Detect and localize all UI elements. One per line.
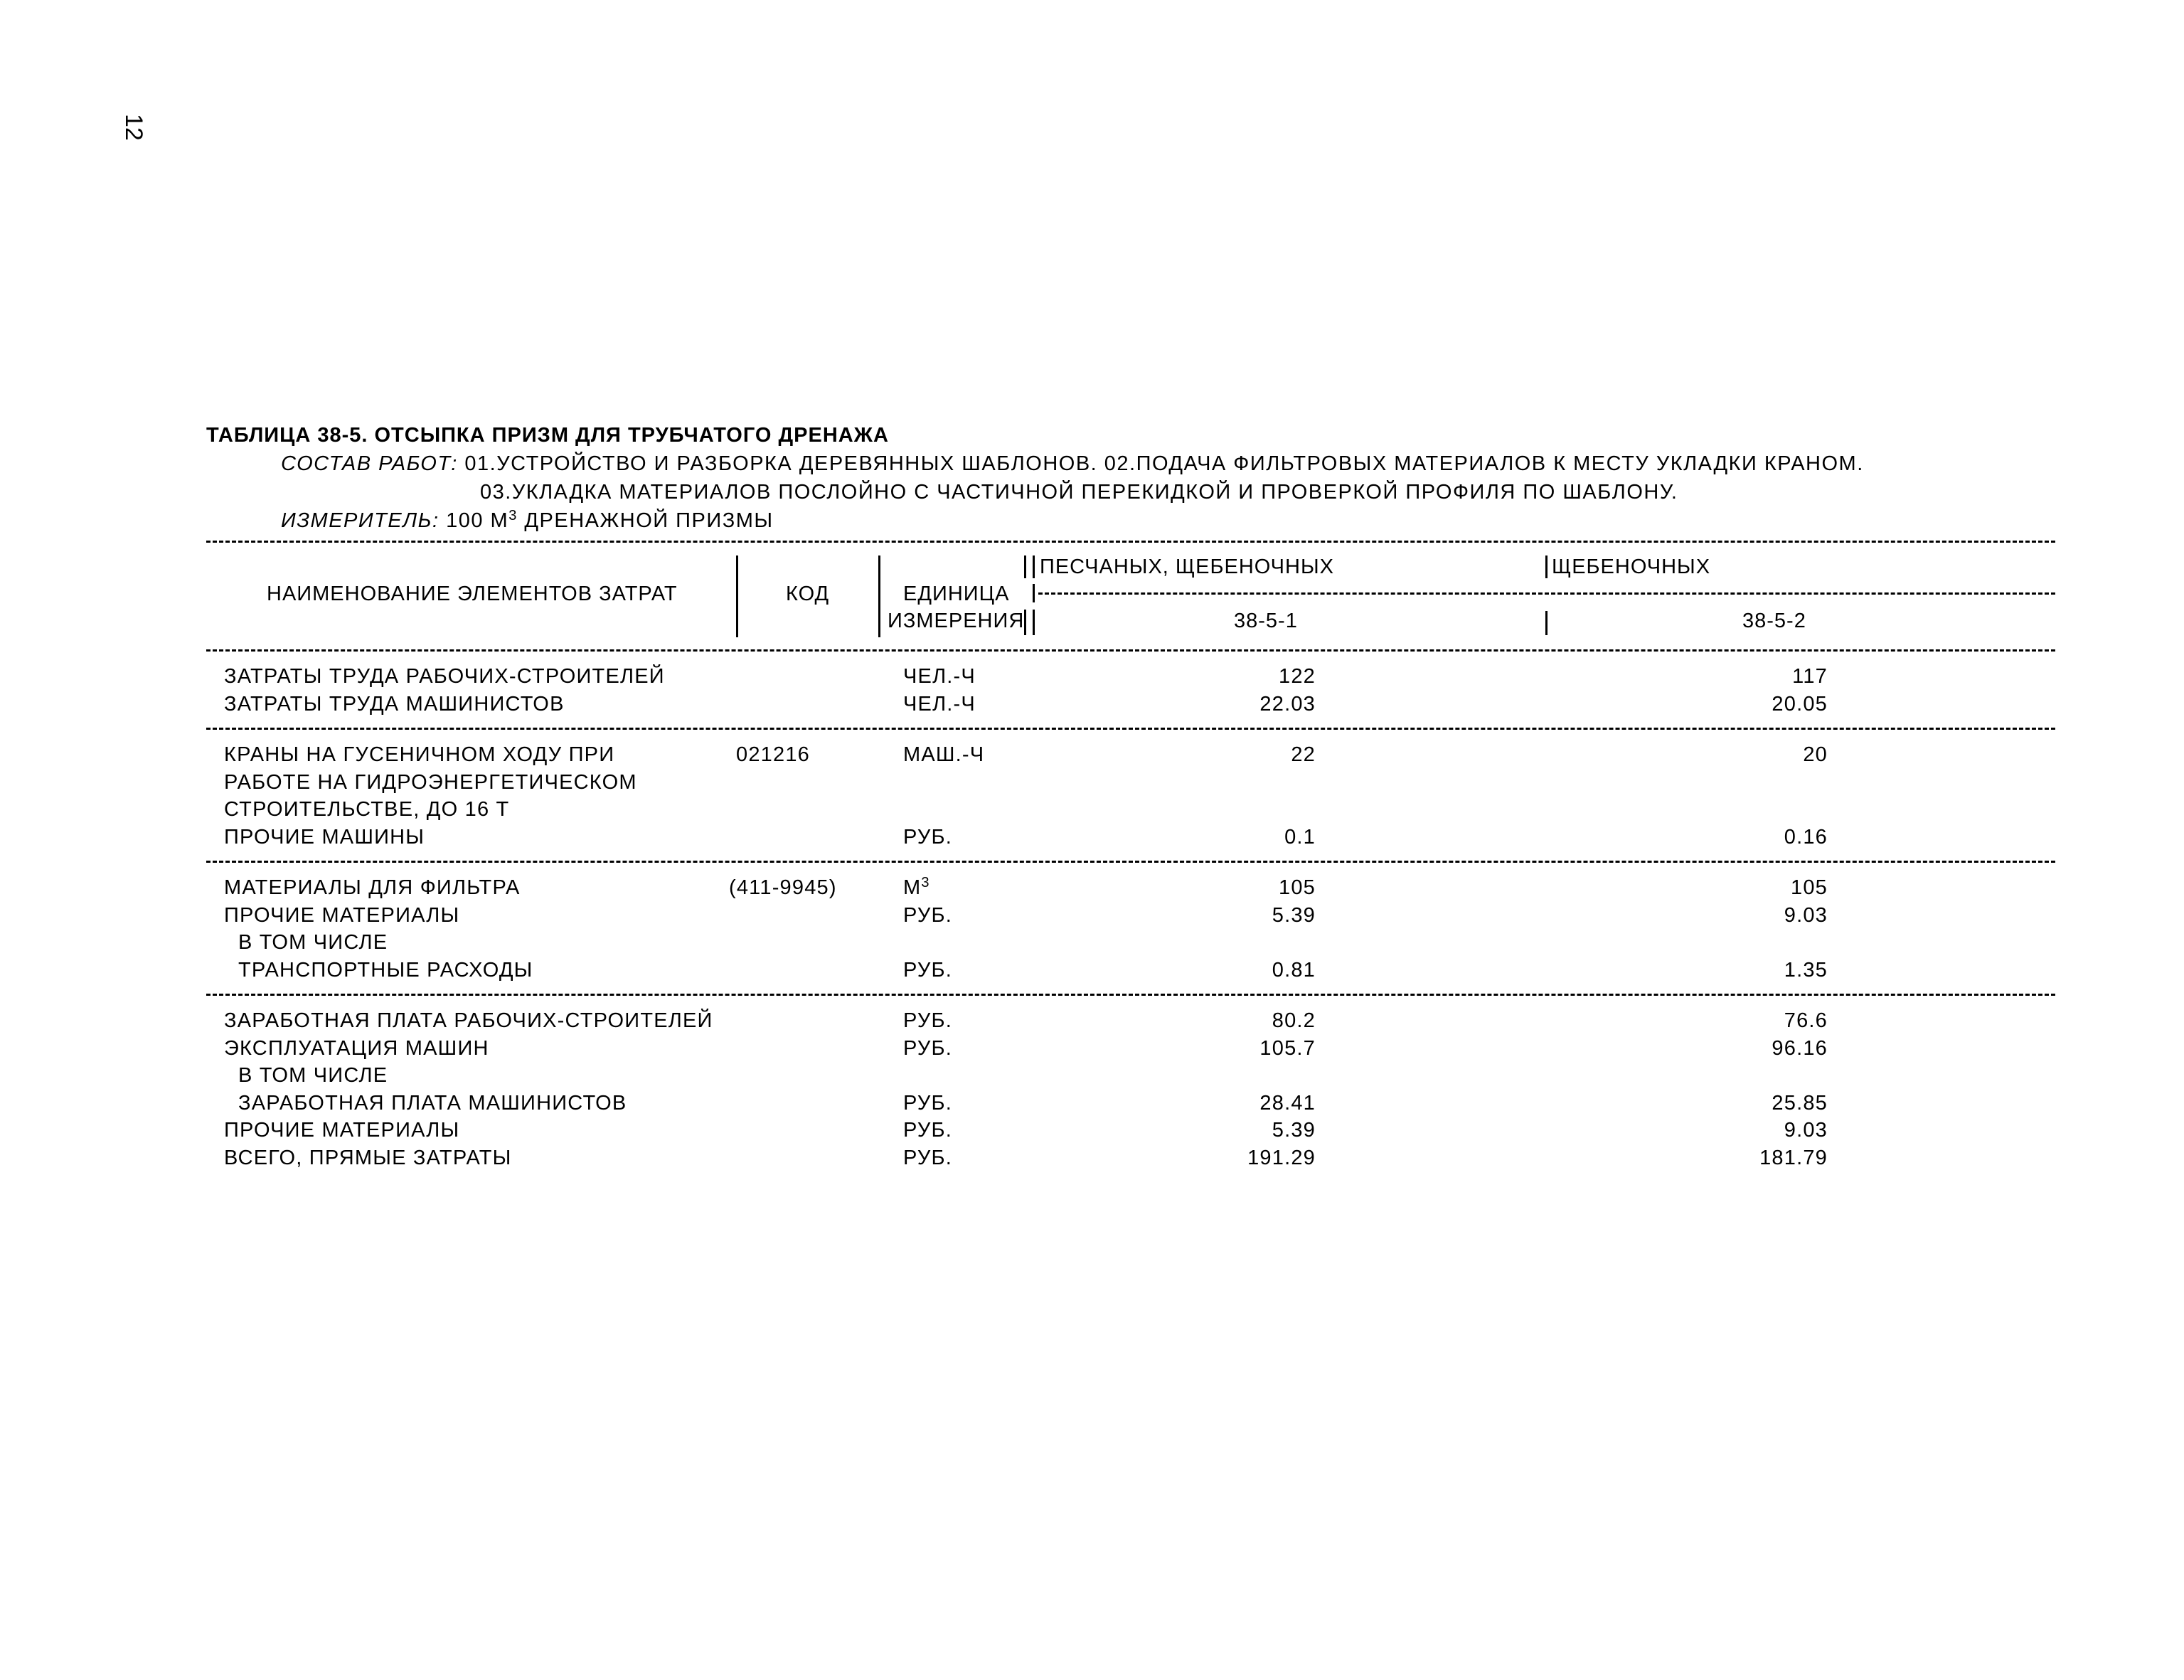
row-unit: ЧЕЛ.-Ч (903, 692, 976, 716)
row-unit: $М^3$ (903, 875, 930, 899)
header-divider (1024, 610, 1026, 635)
row-value-38-5-1: 0.81 (1272, 958, 1316, 982)
table-row-continuation (206, 769, 2055, 797)
row-unit: РУБ. (903, 903, 953, 927)
row-unit: РУБ. (903, 825, 953, 849)
row-group-labor (206, 652, 2055, 728)
row-name: ВСЕГО, ПРЯМЫЕ ЗАТРАТЫ (224, 1146, 512, 1169)
row-value-38-5-2: 0.16 (1784, 825, 1828, 849)
row-value-38-5-2: 117 (1792, 665, 1828, 688)
table-row (206, 929, 2055, 957)
work-composition-text-2: 03.УКЛАДКА МАТЕРИАЛОВ ПОСЛОЙНО С ЧАСТИЧНОЙ ПЕРЕКИДКОЙ И ПРОВЕРКОЙ ПРОФИЛЯ ПО ШАБЛОНУ. (480, 481, 1678, 504)
header-col2-code: 38-5-2 (1742, 610, 1806, 632)
row-value-38-5-1: 0.1 (1284, 825, 1316, 849)
row-value-38-5-2: 76.6 (1784, 1009, 1828, 1032)
work-composition-line-1 (206, 450, 2055, 478)
table-row (206, 741, 2055, 769)
row-name: ЗАРАБОТНАЯ ПЛАТА МАШИНИСТОВ (238, 1091, 627, 1115)
row-unit: РУБ. (903, 1146, 953, 1169)
row-group-machines (206, 730, 2055, 861)
header-unit-line1: ЕДИНИЦА (903, 583, 1010, 605)
row-name: В ТОМ ЧИСЛЕ (238, 1064, 388, 1087)
row-value-38-5-2: 1.35 (1784, 958, 1828, 982)
header-col2-group: ЩЕБЕНОЧНЫХ (1552, 555, 1711, 578)
row-name: ЗАРАБОТНАЯ ПЛАТА РАБОЧИХ-СТРОИТЕЛЕЙ (224, 1009, 713, 1032)
row-group-totals (206, 996, 2055, 1181)
document-body (206, 421, 2055, 1181)
row-name: СТРОИТЕЛЬСТВЕ, ДО 16 Т (224, 798, 510, 821)
row-value-38-5-1: 105.7 (1259, 1036, 1316, 1060)
row-name: ЭКСПЛУАТАЦИЯ МАШИН (224, 1036, 489, 1060)
row-value-38-5-2: 20 (1803, 743, 1828, 766)
row-value-38-5-1: 105 (1279, 876, 1316, 899)
row-name: ЗАТРАТЫ ТРУДА РАБОЧИХ-СТРОИТЕЛЕЙ (224, 665, 665, 688)
table-row-continuation (206, 796, 2055, 824)
row-value-38-5-2: 96.16 (1772, 1036, 1828, 1060)
row-value-38-5-1: 28.41 (1259, 1091, 1316, 1115)
table-row (206, 1090, 2055, 1117)
row-name: ЗАТРАТЫ ТРУДА МАШИНИСТОВ (224, 692, 565, 716)
table-row (206, 957, 2055, 984)
page-number: 12 (120, 114, 147, 141)
header-col1-group: ПЕСЧАНЫХ, ЩЕБЕНОЧНЫХ (1040, 555, 1334, 578)
work-composition-label: СОСТАВ РАБОТ: (281, 452, 458, 475)
row-unit: ЧЕЛ.-Ч (903, 665, 976, 688)
table-row (206, 691, 2055, 718)
table-row-total (206, 1144, 2055, 1172)
row-value-38-5-2: 105 (1791, 876, 1828, 899)
row-unit: РУБ. (903, 1036, 953, 1060)
table-header (206, 543, 2055, 649)
table-row (206, 1007, 2055, 1035)
header-code: КОД (786, 583, 830, 605)
measure-line (206, 506, 2055, 535)
work-composition-text-1: 01.УСТРОЙСТВО И РАЗБОРКА ДЕРЕВЯННЫХ ШАБЛОНОВ. 02.ПОДАЧА ФИЛЬТРОВЫХ МАТЕРИАЛОВ К МЕСТУ УКЛАДКИ КРАНОМ. (464, 452, 1864, 475)
row-value-38-5-2: 20.05 (1772, 692, 1828, 716)
row-name: ТРАНСПОРТНЫЕ РАСХОДЫ (238, 958, 533, 982)
row-value-38-5-2: 181.79 (1759, 1146, 1828, 1169)
table-row (206, 663, 2055, 691)
table-row (206, 902, 2055, 930)
row-value-38-5-1: 122 (1279, 665, 1316, 688)
row-name: ПРОЧИЕ МАШИНЫ (224, 825, 425, 849)
row-group-materials (206, 863, 2055, 994)
header-divider (1033, 610, 1035, 635)
header-divider (1024, 555, 1026, 578)
table-row (206, 824, 2055, 851)
header-subrule (1038, 592, 2055, 595)
row-name: МАТЕРИАЛЫ ДЛЯ ФИЛЬТРА (224, 876, 521, 899)
table-row (206, 1117, 2055, 1144)
row-unit: РУБ. (903, 1119, 953, 1142)
row-value-38-5-1: 5.39 (1272, 1119, 1316, 1142)
header-divider (878, 555, 880, 637)
row-name: ПРОЧИЕ МАТЕРИАЛЫ (224, 903, 460, 927)
row-value-38-5-2: 9.03 (1784, 903, 1828, 927)
row-name: КРАНЫ НА ГУСЕНИЧНОМ ХОДУ ПРИ (224, 743, 615, 766)
row-value-38-5-2: 9.03 (1784, 1119, 1828, 1142)
header-col1-code: 38-5-1 (1234, 610, 1298, 632)
header-divider (1545, 555, 1548, 578)
table-row (206, 874, 2055, 902)
row-unit: РУБ. (903, 1009, 953, 1032)
row-code: (411-9945) (729, 876, 837, 899)
row-name: РАБОТЕ НА ГИДРОЭНЕРГЕТИЧЕСКОМ (224, 770, 637, 794)
header-divider (1033, 555, 1035, 578)
row-value-38-5-1: 22 (1291, 743, 1316, 766)
row-unit: РУБ. (903, 958, 953, 982)
table-row (206, 1035, 2055, 1063)
table-row (206, 1062, 2055, 1090)
row-name: ПРОЧИЕ МАТЕРИАЛЫ (224, 1119, 460, 1142)
header-unit-line2: ИЗМЕРЕНИЯ (888, 610, 1025, 632)
row-value-38-5-1: 22.03 (1259, 692, 1316, 716)
row-value-38-5-1: 80.2 (1272, 1009, 1316, 1032)
row-value-38-5-1: 5.39 (1272, 903, 1316, 927)
header-divider (1545, 611, 1548, 635)
table-title: ТАБЛИЦА 38-5. ОТСЫПКА ПРИЗМ ДЛЯ ТРУБЧАТОГО ДРЕНАЖА (206, 424, 889, 447)
work-composition-line-2 (206, 478, 2055, 506)
header-divider (736, 555, 738, 637)
row-code: 021216 (736, 743, 810, 766)
header-name: НАИМЕНОВАНИЕ ЭЛЕМЕНТОВ ЗАТРАТ (267, 583, 678, 605)
row-unit: МАШ.-Ч (903, 743, 985, 766)
row-value-38-5-1: 191.29 (1247, 1146, 1316, 1169)
row-name: В ТОМ ЧИСЛЕ (238, 931, 388, 954)
measure-label: ИЗМЕРИТЕЛЬ: (281, 509, 440, 532)
row-value-38-5-2: 25.85 (1772, 1091, 1828, 1115)
measure-value: 100 $М^3$ ДРЕНАЖНОЙ ПРИЗМЫ (446, 508, 774, 532)
header-divider (1033, 584, 1035, 602)
row-unit: РУБ. (903, 1091, 953, 1115)
